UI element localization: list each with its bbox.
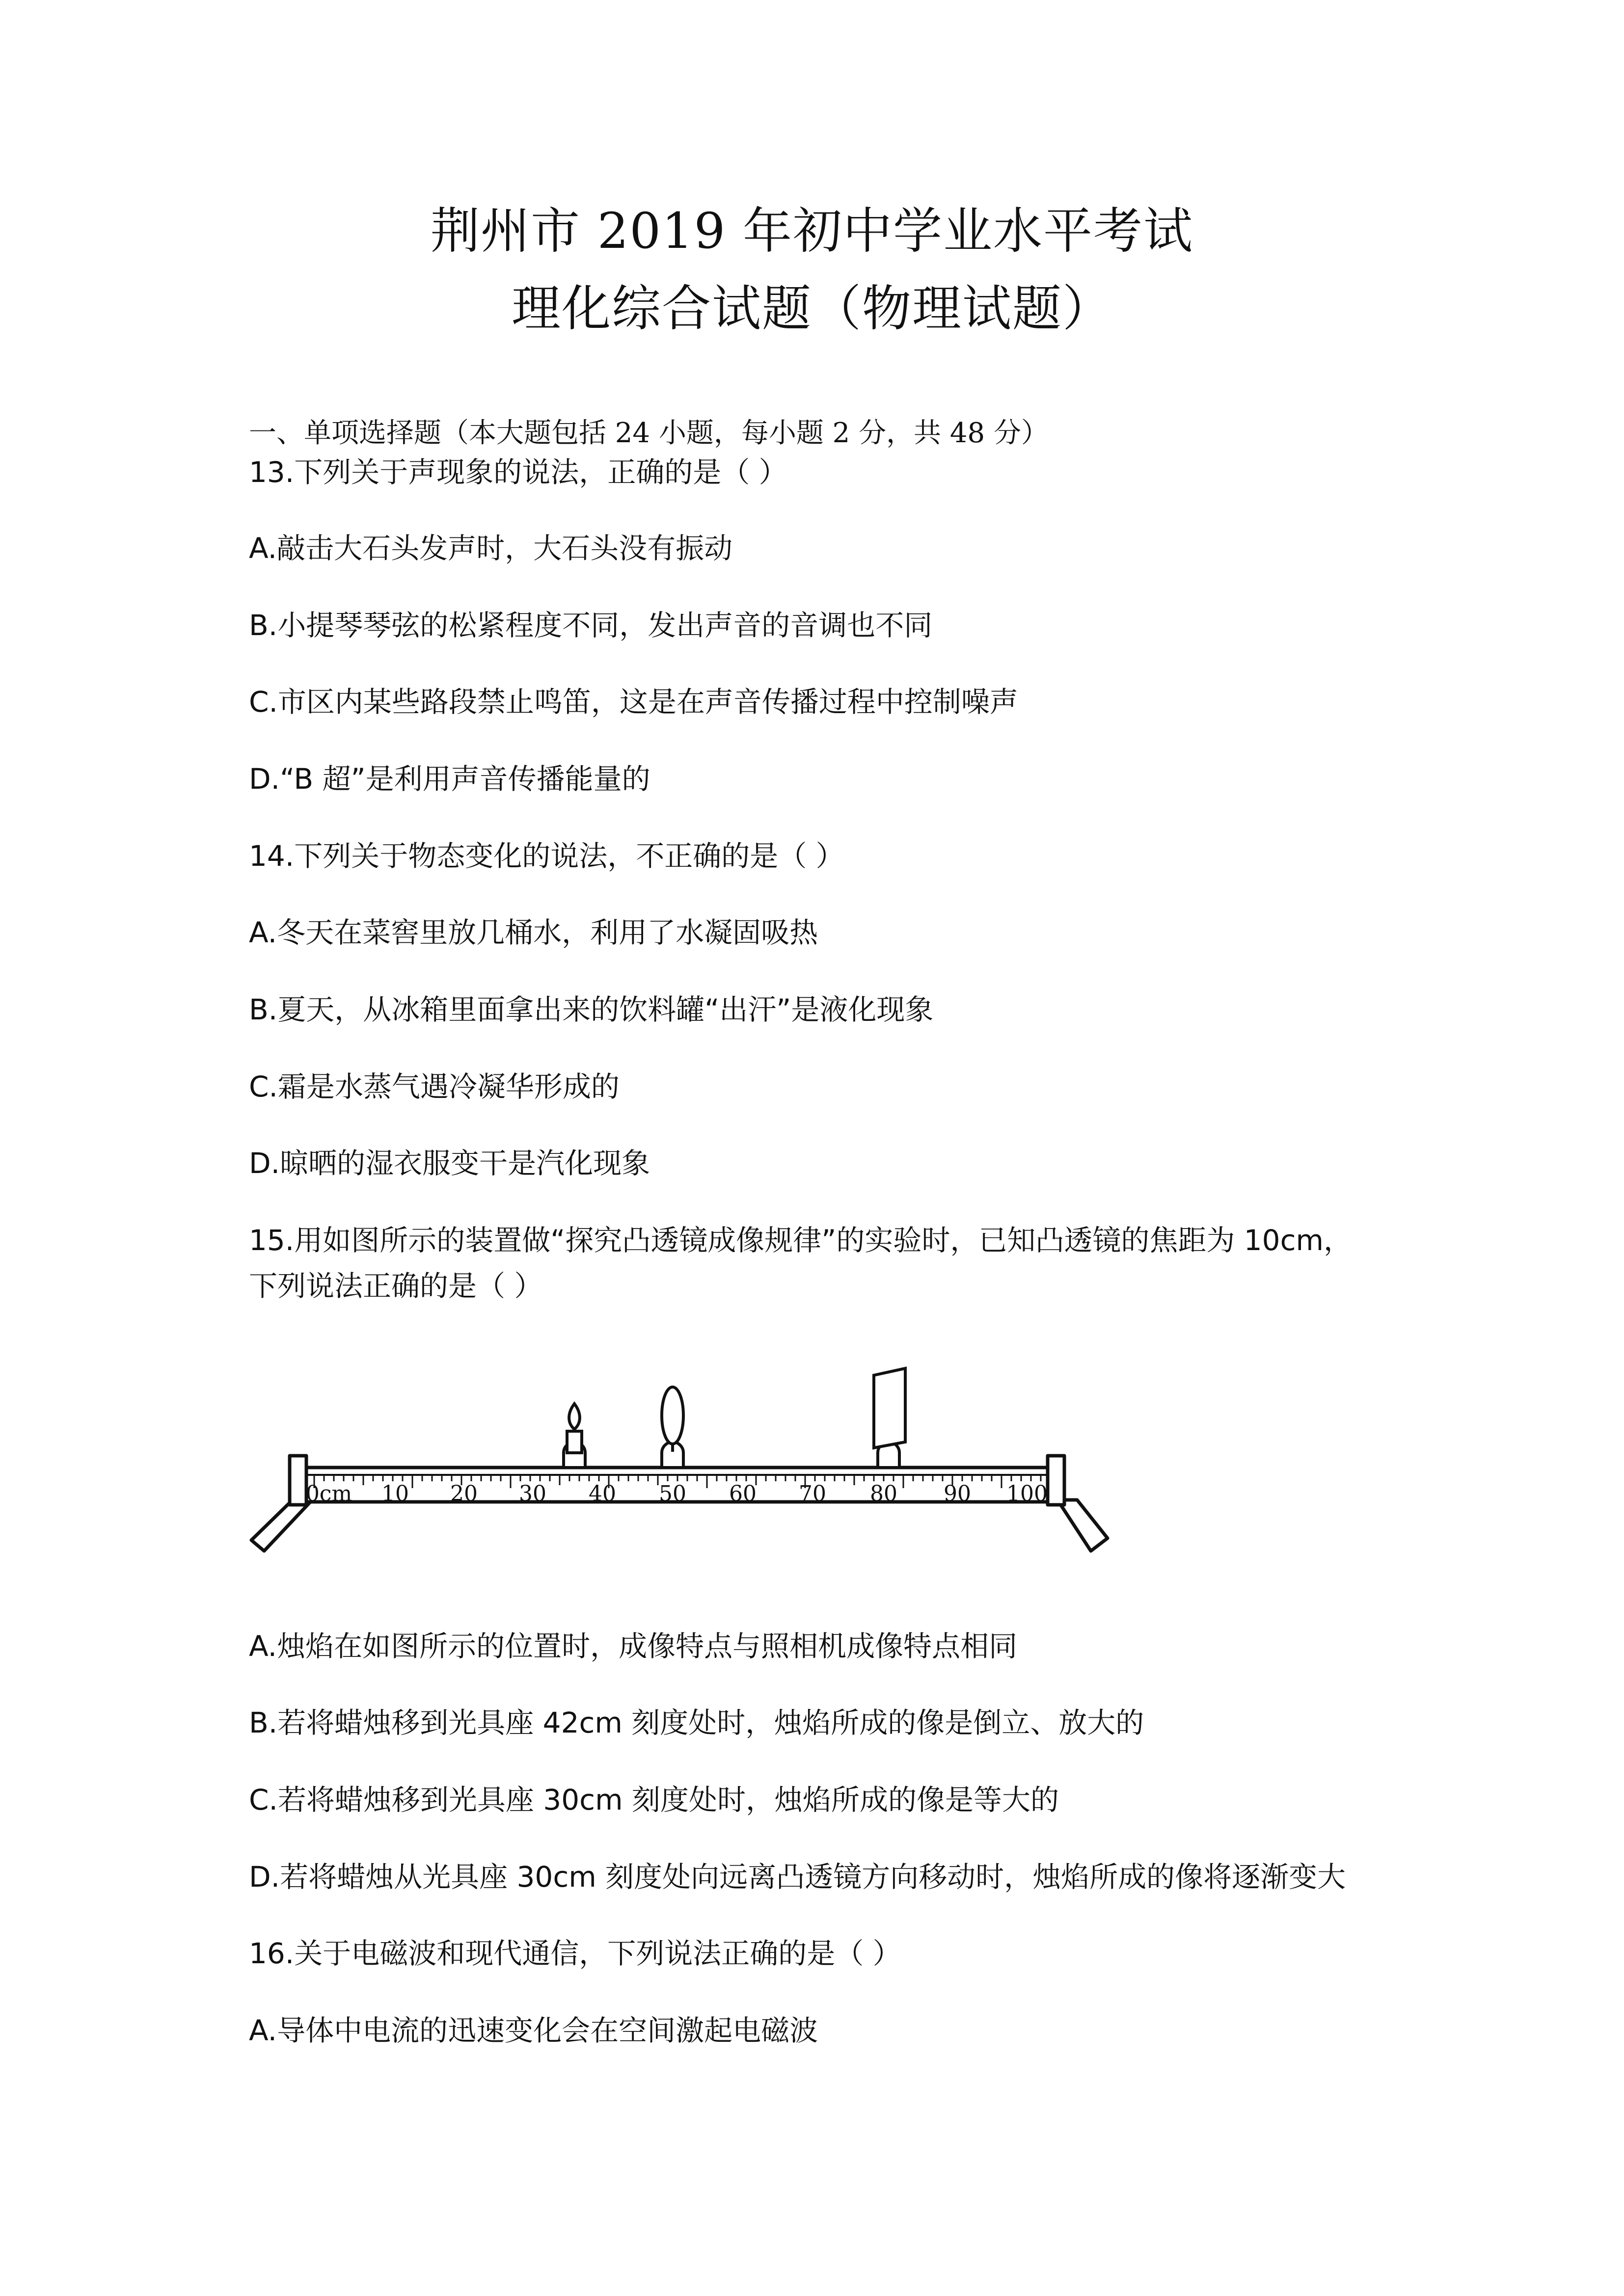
ruler-label-50: 50 [659,1481,686,1506]
section-heading: 一、单项选择题（本大题包括 24 小题，每小题 2 分，共 48 分） [249,417,1049,449]
question-15-stem-line2: 下列说法正确的是（ ） [249,1269,543,1303]
exam-title: 荆州市 2019 年初中学业水平考试 [430,202,1194,260]
question-13-stem: 13.下列关于声现象的说法，正确的是（ ） [249,455,787,489]
ruler-label-20: 20 [450,1481,478,1506]
ruler-label-60: 60 [729,1481,757,1506]
question-14-option-a: A.冬天在菜窖里放几桶水，利用了水凝固吸热 [249,916,818,949]
light-screen-icon [874,1368,905,1468]
question-15-option-c: C.若将蜡烛移到光具座 30cm 刻度处时，烛焰所成的像是等大的 [249,1783,1059,1816]
question-13-option-d: D.“B 超”是利用声音传播能量的 [249,762,650,796]
question-14-option-c: C.霜是水蒸气遇冷凝华形成的 [249,1070,620,1103]
exam-subtitle: 理化综合试题（物理试题） [512,280,1112,337]
question-14-option-d: D.晾晒的湿衣服变干是汽化现象 [249,1147,650,1180]
question-16-stem: 16.关于电磁波和现代通信，下列说法正确的是（ ） [249,1937,901,1970]
right-support-leg [1057,1500,1108,1551]
ruler-label-30: 30 [519,1481,546,1506]
optical-bench-figure [245,1345,1119,1566]
question-13-option-c: C.市区内某些路段禁止鸣笛，这是在声音传播过程中控制噪声 [249,685,1018,719]
ruler-label-0: 0cm [305,1481,352,1506]
ruler-label-90: 90 [944,1481,971,1506]
question-15-option-b: B.若将蜡烛移到光具座 42cm 刻度处时，烛焰所成的像是倒立、放大的 [249,1706,1144,1739]
left-support-leg [251,1500,312,1551]
question-13-option-b: B.小提琴琴弦的松紧程度不同，发出声音的音调也不同 [249,609,933,642]
ruler-label-70: 70 [799,1481,826,1506]
question-15-option-d: D.若将蜡烛从光具座 30cm 刻度处向远离凸透镜方向移动时，烛焰所成的像将逐渐变大 [249,1860,1346,1894]
right-end-block [1048,1456,1064,1505]
ruler-label-40: 40 [589,1481,616,1506]
question-15-option-a: A.烛焰在如图所示的位置时，成像特点与照相机成像特点相同 [249,1629,1018,1663]
left-end-block [290,1456,306,1505]
question-14-option-b: B.夏天，从冰箱里面拿出来的饮料罐“出汗”是液化现象 [249,993,934,1026]
question-15-stem-line1: 15.用如图所示的装置做“探究凸透镜成像规律”的实验时，已知凸透镜的焦距为 10cm， [249,1224,1352,1257]
question-16-option-a: A.导体中电流的迅速变化会在空间激起电磁波 [249,2014,818,2047]
ruler-label-100: 100 [1006,1481,1048,1506]
convex-lens-icon [662,1387,683,1468]
ruler-label-80: 80 [870,1481,897,1506]
candle-icon [564,1404,585,1468]
question-13-option-a: A.敲击大石头发声时，大石头没有振动 [249,532,733,565]
ruler-label-10: 10 [381,1481,409,1506]
question-14-stem: 14.下列关于物态变化的说法，不正确的是（ ） [249,839,844,873]
